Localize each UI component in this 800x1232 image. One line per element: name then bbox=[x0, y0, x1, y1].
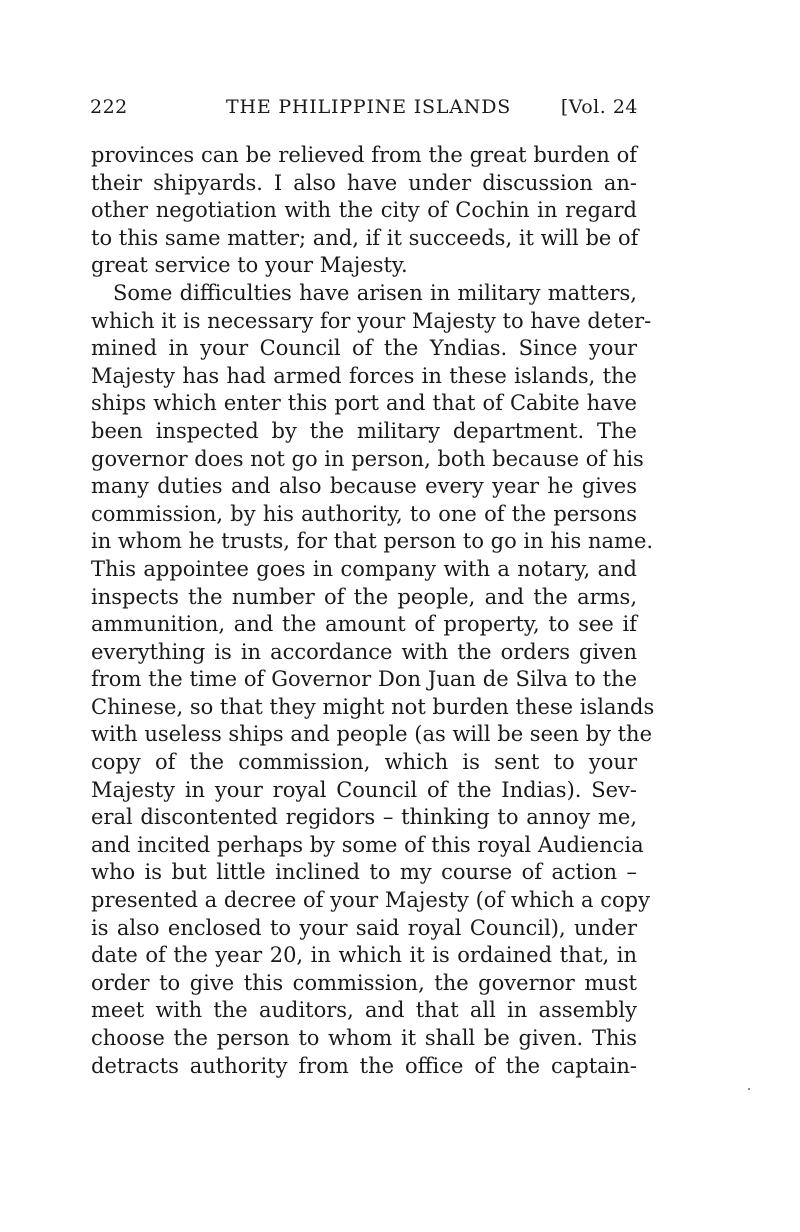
running-head bbox=[90, 96, 638, 124]
text-line: in whom he trusts, for that person to go in his name. bbox=[91, 529, 654, 554]
text-line: presented a decree of your Majesty (of which a copy bbox=[91, 888, 650, 913]
body-text bbox=[91, 142, 655, 1080]
text-line: which it is necessary for your Majesty to have deter- bbox=[91, 308, 652, 333]
text-line: detracts authority from the office of the captain- bbox=[91, 1053, 637, 1078]
text-line: choose the person to whom it shall be given. This bbox=[91, 1026, 637, 1050]
page-number: 222 bbox=[90, 96, 128, 118]
text-line: mined in your Council of the Yndias. Since your bbox=[91, 336, 637, 361]
text-line: and incited perhaps by some of this royal Audiencia bbox=[91, 832, 644, 857]
running-title: THE PHILIPPINE ISLANDS bbox=[226, 96, 512, 118]
text-line: Chinese, so that they might not burden these islands bbox=[91, 694, 655, 719]
text-line: provinces can be relieved from the great burden of bbox=[91, 143, 637, 167]
text-line: meet with the auditors, and that all in assembly bbox=[91, 998, 637, 1023]
text-line: been inspected by the military department. The bbox=[91, 418, 637, 443]
text-line: everything is in accordance with the orders given bbox=[91, 639, 637, 664]
text-line: other negotiation with the city of Cochin in regard bbox=[91, 198, 637, 223]
text-line: date of the year 20, in which it is ordained that, in bbox=[91, 943, 637, 968]
volume-label: [Vol. 24 bbox=[560, 96, 638, 118]
text-line: is also enclosed to your said royal Council), under bbox=[91, 915, 637, 940]
text-line: Majesty in your royal Council of the Indias). Sev- bbox=[91, 777, 637, 802]
text-line: great service to your Majesty. bbox=[91, 253, 408, 278]
text-line: order to give this commission, the governor must bbox=[91, 970, 637, 995]
text-line: commission, by his authority, to one of the persons bbox=[91, 501, 637, 526]
text-line: from the time of Governor Don Juan de Silva to the bbox=[91, 667, 637, 692]
text-line: inspects the number of the people, and the arms, bbox=[91, 584, 637, 609]
text-line: to this same matter; and, if it succeeds, it will be of bbox=[91, 225, 639, 250]
text-line: eral discontented regidors – thinking to annoy me, bbox=[91, 805, 637, 830]
text-line: with useless ships and people (as will be seen by the bbox=[91, 722, 653, 747]
scan-speck bbox=[748, 1088, 750, 1090]
text-line: copy of the commission, which is sent to your bbox=[91, 750, 637, 775]
text-line: This appointee goes in company with a notary, and bbox=[91, 556, 637, 581]
text-line: Majesty has had armed forces in these islands, the bbox=[91, 363, 637, 388]
text-line: ammunition, and the amount of property, to see if bbox=[91, 612, 637, 637]
text-line: their shipyards. I also have under discussion an- bbox=[91, 170, 637, 195]
text-line: many duties and also because every year he gives bbox=[91, 474, 637, 499]
text-line: ships which enter this port and that of Cabite have bbox=[91, 391, 637, 416]
text-line: Some difficulties have arisen in military matters, bbox=[113, 280, 637, 305]
text-line: governor does not go in person, both because of his bbox=[91, 446, 644, 471]
text-line: who is but little inclined to my course of action – bbox=[91, 860, 637, 885]
